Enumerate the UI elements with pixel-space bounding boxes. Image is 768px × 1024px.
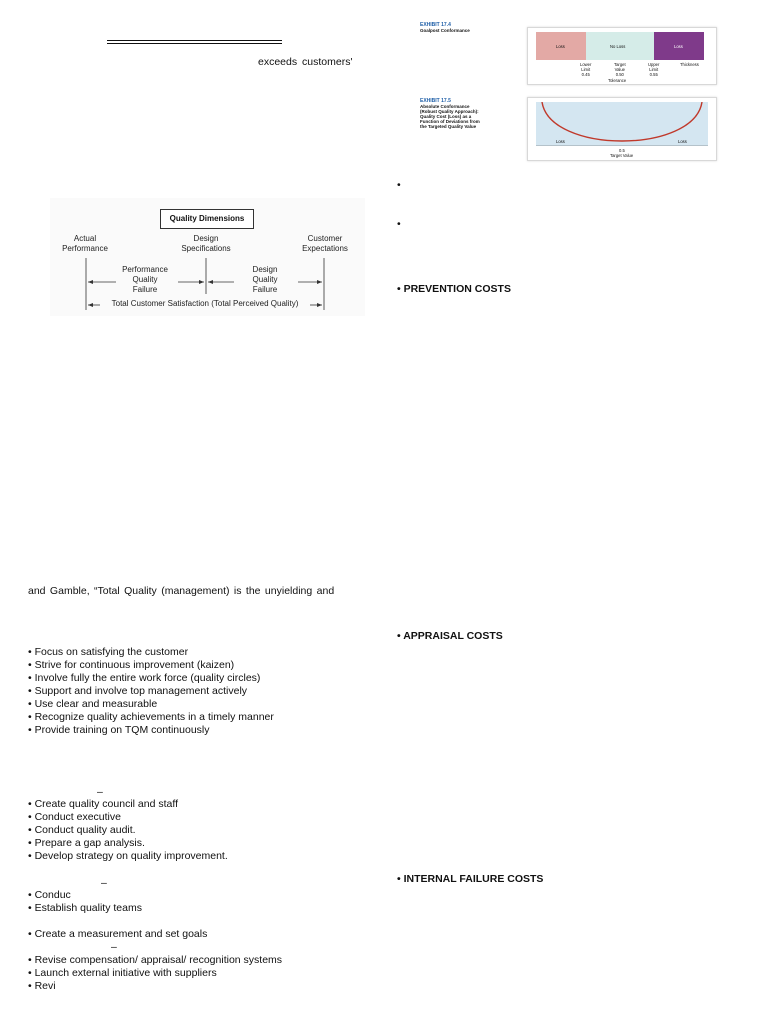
list-item: • Conduct quality audit. xyxy=(28,824,136,836)
list-item: • Create a measurement and set goals xyxy=(28,928,208,940)
axis-lower: Lower Limit 0.45 xyxy=(580,62,592,77)
phase1-list xyxy=(28,798,228,863)
quality-dimensions-diagram xyxy=(50,198,365,316)
title-underline xyxy=(107,40,282,44)
loss-left-label: Loss xyxy=(556,139,565,144)
list-item: • Establish quality teams xyxy=(28,902,142,914)
phase-dash: – xyxy=(97,786,103,798)
list-item: • Conduc xyxy=(28,889,71,901)
zone-no-loss-label: No Loss xyxy=(610,44,626,49)
list-item: • Recognize quality achievements in a timely manner xyxy=(28,711,274,723)
phase-dash: – xyxy=(101,877,107,889)
zone-loss-left xyxy=(536,32,586,60)
fragment-top: exceeds customers' xyxy=(258,56,353,68)
exhibit-17-4-caption xyxy=(420,23,520,33)
axis-target: Target Value 0.50 xyxy=(614,62,626,77)
exhibit-number: EXHIBIT 17.4 xyxy=(420,22,451,28)
list-item: • Prepare a gap analysis. xyxy=(28,837,145,849)
list-item: • Strive for continuous improvement (kaizen) xyxy=(28,659,235,671)
list-item: • Revise compensation/ appraisal/ recognition systems xyxy=(28,954,283,966)
zone-loss-right-label: Loss xyxy=(674,44,683,49)
list-item: • Develop strategy on quality improvement. xyxy=(28,850,228,862)
zone-no-loss xyxy=(586,32,654,60)
diagram-title: Quality Dimensions xyxy=(169,214,245,223)
phase3-list xyxy=(28,954,282,993)
bullet-marker: • xyxy=(397,218,401,230)
list-item: • Use clear and measurable xyxy=(28,698,158,710)
prevention-costs-heading: • PREVENTION COSTS xyxy=(397,283,511,295)
diagram-total: Total Customer Satisfaction (Total Perceived Quality) xyxy=(111,299,299,308)
list-item: • Revi xyxy=(28,980,56,992)
target-value: 0.5 xyxy=(619,148,625,153)
list-item: • Support and involve top management actively xyxy=(28,685,248,697)
zone-loss-right xyxy=(654,32,704,60)
list-item: • Involve fully the entire work force (quality circles) xyxy=(28,672,261,684)
diagram-col-customer: Customer Expectations xyxy=(302,234,348,253)
bullet-marker: • xyxy=(397,179,401,191)
axis-tolerance: Tolerance xyxy=(608,78,627,83)
paragraph-line: and Gamble, “Total Quality (management) is the unyielding and xyxy=(28,585,335,597)
diagram-gap-performance: Performance Quality Failure xyxy=(122,265,168,294)
list-item: • Create quality council and staff xyxy=(28,798,178,810)
list-item: • Launch external initiative with suppliers xyxy=(28,967,217,979)
exhibit-title: Absolute Conformance (Robust Quality Approach): Quality Cost (Loss) as a Function of Deviations from the Targeted Quality Value xyxy=(420,104,480,129)
exhibit-17-4-figure xyxy=(527,27,717,85)
appraisal-costs-heading: • APPRAISAL COSTS xyxy=(397,630,503,642)
exhibit-17-5-figure xyxy=(527,97,717,161)
internal-failure-costs-heading: • INTERNAL FAILURE COSTS xyxy=(397,873,544,885)
diagram-gap-design: Design Quality Failure xyxy=(252,265,278,294)
zone-loss-left-label: Loss xyxy=(556,44,565,49)
diagram-col-actual: Actual Performance xyxy=(62,234,108,253)
exhibit-number: EXHIBIT 17.5 xyxy=(420,98,451,104)
list-item: • Provide training on TQM continuously xyxy=(28,724,210,736)
tqm-principles-list xyxy=(28,646,274,737)
axis-upper: Upper Limit 0.55 xyxy=(648,62,660,77)
target-label: Target Value xyxy=(610,153,634,158)
list-item: • Conduct executive xyxy=(28,811,121,823)
exhibit-title: Goalpost Conformance xyxy=(420,28,470,33)
diagram-arrows xyxy=(50,198,365,316)
axis-thickness: Thickness xyxy=(680,62,699,67)
diagram-col-design: Design Specifications xyxy=(181,234,231,253)
list-item: • Focus on satisfying the customer xyxy=(28,646,189,658)
phase2-list xyxy=(28,889,142,915)
exhibit-17-5-caption xyxy=(420,99,520,129)
phase-dash: – xyxy=(111,941,117,953)
loss-right-label: Loss xyxy=(678,139,687,144)
